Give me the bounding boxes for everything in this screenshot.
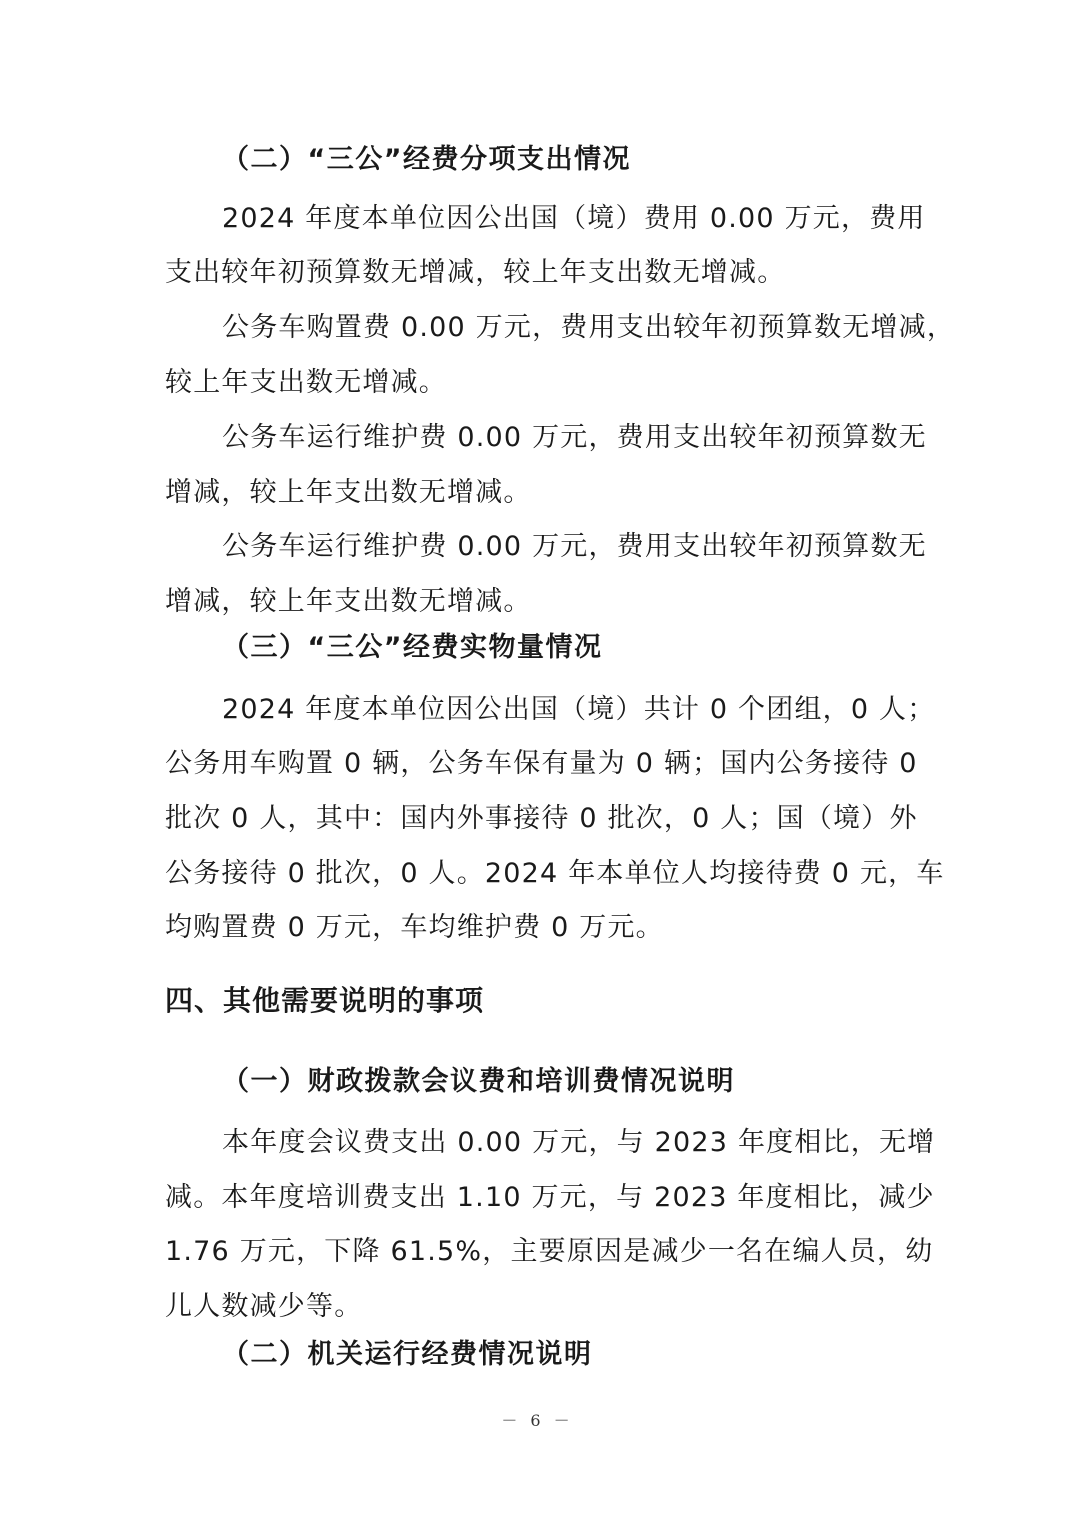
paragraph-line: 支出较年初预算数无增减，较上年支出数无增减。 <box>165 257 786 288</box>
paragraph-line: 均购置费 0 万元，车均维护费 0 万元。 <box>165 912 664 943</box>
paragraph-line: 较上年支出数无增减。 <box>165 367 447 398</box>
section-heading-other-matters: 四、其他需要说明的事项 <box>165 984 485 1017</box>
paragraph-line: 1.76 万元，下降 61.5%，主要原因是减少一名在编人员，幼 <box>165 1236 934 1267</box>
page-number: － 6 － <box>501 1411 574 1430</box>
paragraph-line: 批次 0 人，其中：国内外事接待 0 批次，0 人；国（境）外 <box>165 803 918 834</box>
heading-meeting-training-fees: （一）财政拨款会议费和培训费情况说明 <box>222 1066 735 1097</box>
paragraph-line: 公务车购置费 0.00 万元，费用支出较年初预算数无增减， <box>222 312 956 343</box>
paragraph-line: 增减，较上年支出数无增减。 <box>165 586 532 617</box>
paragraph-line: 本年度会议费支出 0.00 万元，与 2023 年度相比，无增 <box>222 1127 936 1158</box>
paragraph-line: 公务车运行维护费 0.00 万元，费用支出较年初预算数无 <box>222 422 927 453</box>
paragraph-line: 儿人数减少等。 <box>165 1291 363 1322</box>
paragraph-line: 2024 年度本单位因公出国（境）共计 0 个团组，0 人； <box>222 694 936 725</box>
paragraph-line: 2024 年度本单位因公出国（境）费用 0.00 万元，费用 <box>222 203 926 234</box>
heading-agency-operating-costs: （二）机关运行经费情况说明 <box>222 1339 593 1370</box>
heading-three-public-breakdown: （二）“三公”经费分项支出情况 <box>222 144 631 175</box>
paragraph-line: 公务用车购置 0 辆，公务车保有量为 0 辆；国内公务接待 0 <box>165 748 918 779</box>
paragraph-line: 公务接待 0 批次，0 人。2024 年本单位人均接待费 0 元，车 <box>165 858 945 889</box>
heading-three-public-quantities: （三）“三公”经费实物量情况 <box>222 632 603 663</box>
paragraph-line: 增减，较上年支出数无增减。 <box>165 477 532 508</box>
paragraph-line: 减。本年度培训费支出 1.10 万元，与 2023 年度相比，减少 <box>165 1182 935 1213</box>
paragraph-line: 公务车运行维护费 0.00 万元，费用支出较年初预算数无 <box>222 531 927 562</box>
